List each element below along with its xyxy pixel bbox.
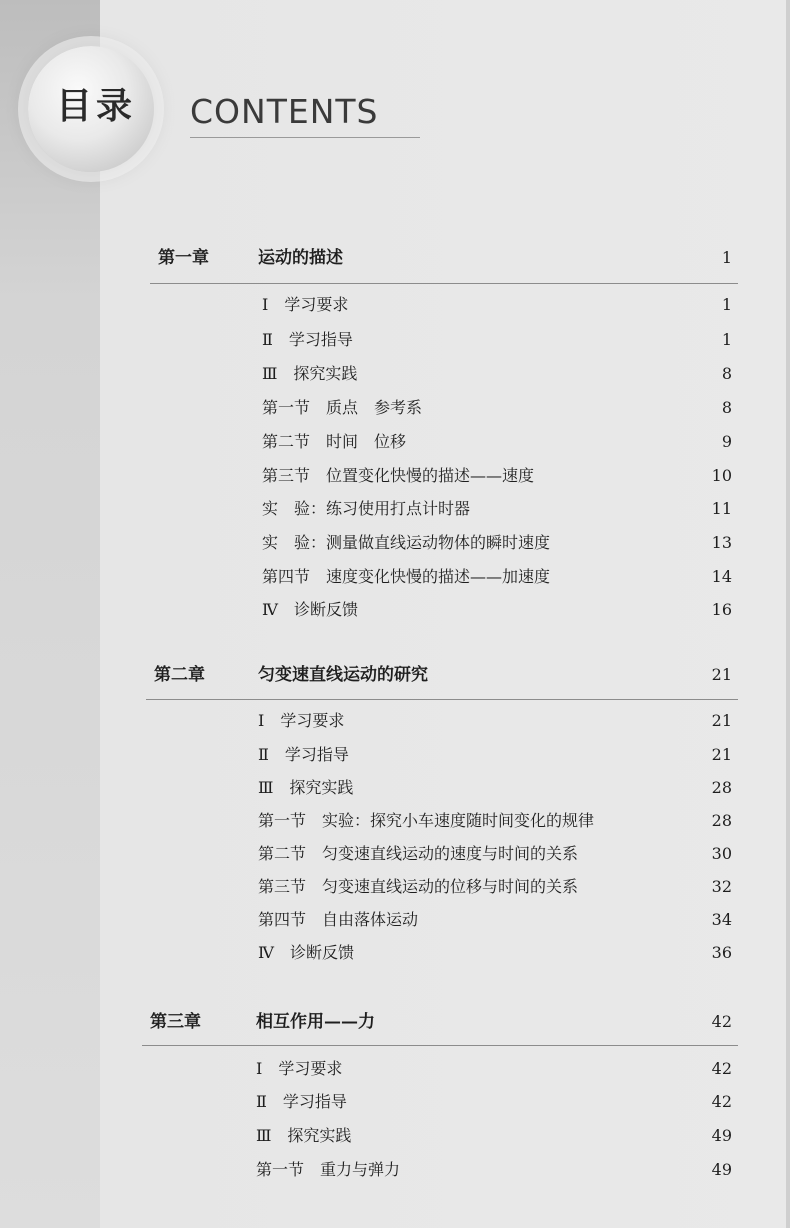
page-number: 49 (711, 1126, 732, 1145)
entry-title: 第四节 自由落体运动 (258, 910, 419, 929)
page-title: CONTENTS (190, 92, 379, 131)
page-number: 9 (721, 432, 732, 451)
page-number: 30 (711, 844, 732, 863)
entry-title: 第三节 匀变速直线运动的位移与时间的关系 (258, 877, 579, 896)
toc-entry[interactable] (0, 1121, 790, 1151)
page-number: 32 (711, 877, 732, 896)
toc-entry[interactable] (0, 938, 790, 968)
toc-entry[interactable] (0, 1155, 790, 1185)
entry-title: 实 验：测量做直线运动物体的瞬时速度 (262, 533, 551, 552)
page-number: 8 (721, 364, 732, 383)
page-number: 11 (711, 499, 732, 518)
chapter-title: 相互作用——力 (256, 1012, 375, 1032)
toc-entry[interactable] (0, 706, 790, 736)
page-number: 42 (711, 1092, 732, 1111)
entry-title: 第一节 质点 参考系 (262, 398, 423, 417)
entry-title: 第一节 重力与弹力 (256, 1160, 401, 1179)
toc-entry[interactable] (0, 427, 790, 457)
entry-title: 第二节 匀变速直线运动的速度与时间的关系 (258, 844, 579, 863)
toc-entry[interactable] (0, 562, 790, 592)
chapter-label: 第一章 (158, 248, 209, 268)
page-number: 28 (711, 778, 732, 797)
entry-title: Ⅳ 诊断反馈 (258, 943, 354, 962)
page-number: 42 (711, 1012, 732, 1031)
toc-entry[interactable] (0, 393, 790, 423)
page-number: 1 (721, 295, 732, 314)
toc-entry[interactable] (0, 839, 790, 869)
entry-title: Ⅱ 学习指导 (256, 1092, 347, 1111)
page-number: 21 (711, 711, 732, 730)
entry-title: 实 验：练习使用打点计时器 (262, 499, 471, 518)
chapter-label: 第三章 (150, 1012, 201, 1032)
entry-title: 第二节 时间 位移 (262, 432, 407, 451)
toc-entry[interactable] (0, 1054, 790, 1084)
page-number: 8 (721, 398, 732, 417)
entry-title: 第三节 位置变化快慢的描述——速度 (262, 466, 535, 485)
entry-title: 第四节 速度变化快慢的描述——加速度 (262, 567, 551, 586)
toc-entry[interactable] (0, 359, 790, 389)
entry-title: Ⅲ 探究实践 (262, 364, 358, 383)
entry-title: Ⅰ 学习要求 (256, 1059, 343, 1078)
page-number: 34 (711, 910, 732, 929)
page-number: 13 (711, 533, 732, 552)
page-number: 1 (721, 248, 732, 267)
entry-title: Ⅲ 探究实践 (258, 778, 354, 797)
entry-title: Ⅱ 学习指导 (262, 330, 353, 349)
toc-entry[interactable] (0, 872, 790, 902)
chapter-1-row[interactable] (0, 243, 790, 273)
page-number: 36 (711, 943, 732, 962)
toc-entry[interactable] (0, 773, 790, 803)
page-number: 21 (711, 745, 732, 764)
toc-entry[interactable] (0, 461, 790, 491)
toc-entry[interactable] (0, 325, 790, 355)
entry-title: Ⅰ 学习要求 (262, 295, 349, 314)
page-number: 10 (711, 466, 732, 485)
page-number: 21 (711, 665, 732, 684)
toc-entry[interactable] (0, 528, 790, 558)
chapter-2-rule (146, 699, 738, 700)
chapter-label: 第二章 (154, 665, 205, 685)
chapter-1-rule (150, 283, 738, 284)
page-number: 16 (711, 600, 732, 619)
toc-entry[interactable] (0, 290, 790, 320)
entry-title: 第一节 实验：探究小车速度随时间变化的规律 (258, 811, 595, 830)
chapter-2-row[interactable] (0, 660, 790, 690)
entry-title: Ⅱ 学习指导 (258, 745, 349, 764)
page-number: 42 (711, 1059, 732, 1078)
chapter-title: 运动的描述 (258, 248, 343, 268)
chapter-3-row[interactable] (0, 1007, 790, 1037)
toc-entry[interactable] (0, 806, 790, 836)
badge-label: 目录 (56, 86, 137, 127)
page-number: 49 (711, 1160, 732, 1179)
toc-entry[interactable] (0, 595, 790, 625)
entry-title: Ⅲ 探究实践 (256, 1126, 352, 1145)
toc-entry[interactable] (0, 1087, 790, 1117)
page-number: 14 (711, 567, 732, 586)
entry-title: Ⅳ 诊断反馈 (262, 600, 358, 619)
toc-entry[interactable] (0, 494, 790, 524)
entry-title: Ⅰ 学习要求 (258, 711, 345, 730)
page-number: 1 (721, 330, 732, 349)
chapter-3-rule (142, 1045, 738, 1046)
toc-entry[interactable] (0, 740, 790, 770)
chapter-title: 匀变速直线运动的研究 (258, 665, 428, 685)
toc-entry[interactable] (0, 905, 790, 935)
page-number: 28 (711, 811, 732, 830)
